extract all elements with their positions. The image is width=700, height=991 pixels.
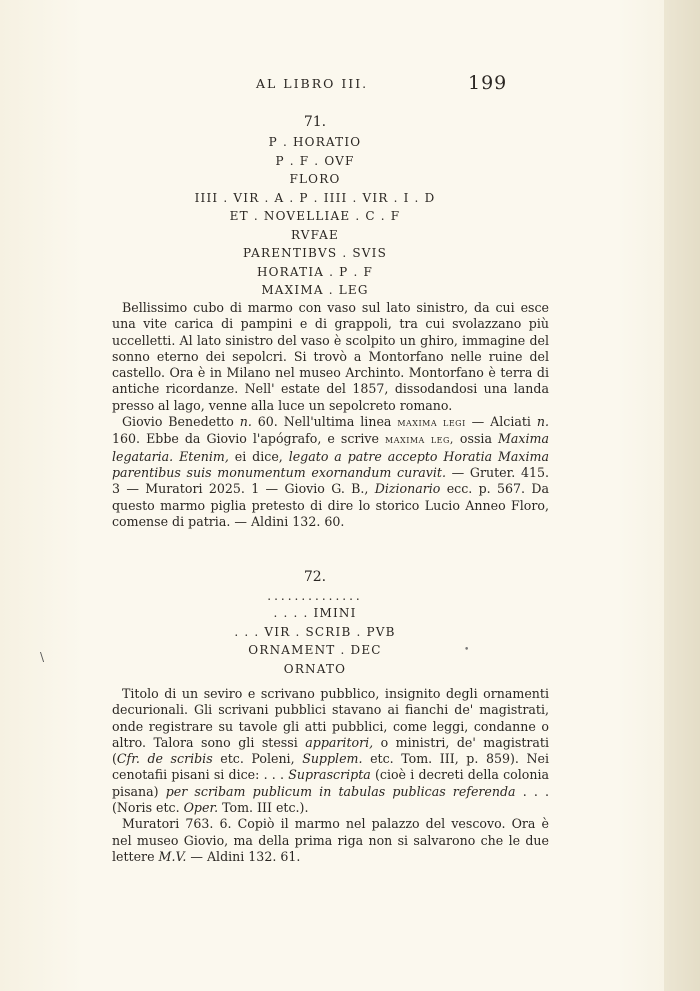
text-run: Tom. III etc.). — [218, 800, 309, 816]
inscription-line: . . . . IMINI — [273, 606, 357, 620]
inscription-line: PARENTIBVS . SVIS — [242, 246, 388, 260]
text-run: ossia — [453, 431, 498, 447]
text-run: n. — [239, 414, 252, 430]
text-run: Titolo di un seviro e scrivano pubblico, insignito degli ornamenti decurionali. Gli scrivani pubblici stavano ai fianchi de' magistrati, onde registrare su tavole gli atti pubblici, come leggi, condanne o altro. Talora sono gli stessi — [112, 686, 549, 750]
inscription-dots: .............. — [267, 589, 363, 603]
text-run: — Alciati — [465, 414, 537, 430]
inscription-line: ORNATO — [283, 661, 347, 676]
inscription-line: P . F . OVF — [275, 153, 355, 168]
commentary-paragraph: Bellissimo cubo di marmo con vaso sul lato sinistro, da cui esce una vite carica di pampini e di grappoli, tra cui svolazzano più uccelletti. Al lato sinistro del vaso è scolpito un ghiro, immagine del sonno eterno dei sepolcri. Si trovò a Montorfano nelle ruine del castello. Ora è in Milano nel museo Archinto. Montorfano è terra di antiche ricordanze. Nell' estate del 1857, dissodandosi una landa presso al lago, venne alla luce un sepolcreto romano. — [112, 300, 549, 413]
inscription-line: ORNAMENT . DEC — [248, 643, 382, 657]
inscription-71 — [150, 114, 480, 300]
text-run: — Aldini 132. 61. — [186, 848, 301, 864]
text-run: Suprascripta — [288, 767, 371, 783]
text-run: per scribam publicum in tabulas publicas referenda — [165, 783, 516, 799]
commentary-paragraph — [112, 414, 549, 530]
commentary-paragraph — [112, 816, 549, 865]
inscription-line: . . . VIR . SCRIB . PVB — [234, 624, 396, 639]
inscription-line: IIII . VIR . A . P . IIII . VIR . I . D — [194, 190, 436, 205]
text-run: Giovio Benedetto — [122, 414, 240, 430]
inscription-line: HORATIA . P . F — [256, 264, 374, 279]
text-run: — Gruter. 415. 3 — Muratori 2025. 1 — Giovio G. B., — [112, 464, 549, 497]
text-run: Maxima legataria. Etenim, — [112, 431, 549, 464]
text-run: Muratori 763. 6. Copiò il marmo nel palazzo del vescovo. Ora è nel museo Giovio, ma della prima riga non si salvarono che le due lettere — [112, 816, 549, 864]
text-run: o ministri, de' magistrati ( — [112, 734, 549, 767]
text-run: legato a patre accepto Horatia Maxima parentibus suis monumentum exornandum curavit. — [112, 448, 549, 480]
commentary-71 — [112, 300, 549, 530]
text-run: 60. Nell'ultima linea — [251, 414, 398, 430]
text-run: ecc. p. 567. Da questo marmo piglia pretesto di dire lo storico Lucio Anneo Floro, comense di patria. — Aldini 132. 60. — [112, 481, 549, 529]
text-run: etc. Poleni, — [212, 751, 303, 767]
inscription-line: FLORO — [289, 172, 341, 186]
page-edge — [664, 0, 700, 991]
text-run: M.V. — [158, 848, 187, 864]
inscription-line: RVFAE — [291, 227, 339, 242]
text-run: maxima legi — [397, 416, 466, 430]
text-run: Oper. — [183, 800, 219, 816]
running-title: AL LIBRO III. — [256, 76, 369, 91]
page-number: 199 — [468, 72, 508, 94]
commentary-72 — [112, 686, 549, 865]
text-run: Cfr. de scribis — [116, 751, 213, 767]
text-run: etc. Tom. III, p. 859). Nei cenotafii pisani si dice: . . . — [112, 751, 549, 783]
text-run: (cioè i decreti della colonia pisana) — [112, 767, 549, 799]
text-run: . . . (Noris etc. — [112, 783, 549, 816]
inscription-line: P . HORATIO — [268, 135, 362, 149]
inscription-number: 72. — [303, 569, 327, 585]
text-run: n. — [536, 414, 549, 430]
inscription-number: 71. — [303, 114, 327, 130]
text-run: apparitori, — [305, 734, 374, 750]
text-run: maxima leg, — [385, 433, 454, 447]
commentary-paragraph — [112, 686, 549, 816]
ink-speck: • — [464, 645, 470, 655]
margin-mark: \ — [40, 650, 45, 664]
text-run: Dizionario — [374, 481, 441, 497]
text-run: 160. Ebbe da Giovio l'apógrafo, e scrive — [112, 431, 386, 447]
inscription-72 — [150, 569, 480, 678]
inscription-line: MAXIMA . LEG — [261, 283, 369, 297]
inscription-line: ET . NOVELLIAE . C . F — [229, 209, 401, 223]
text-run: ei dice, — [228, 448, 289, 464]
text-run: Supplem. — [302, 751, 363, 767]
